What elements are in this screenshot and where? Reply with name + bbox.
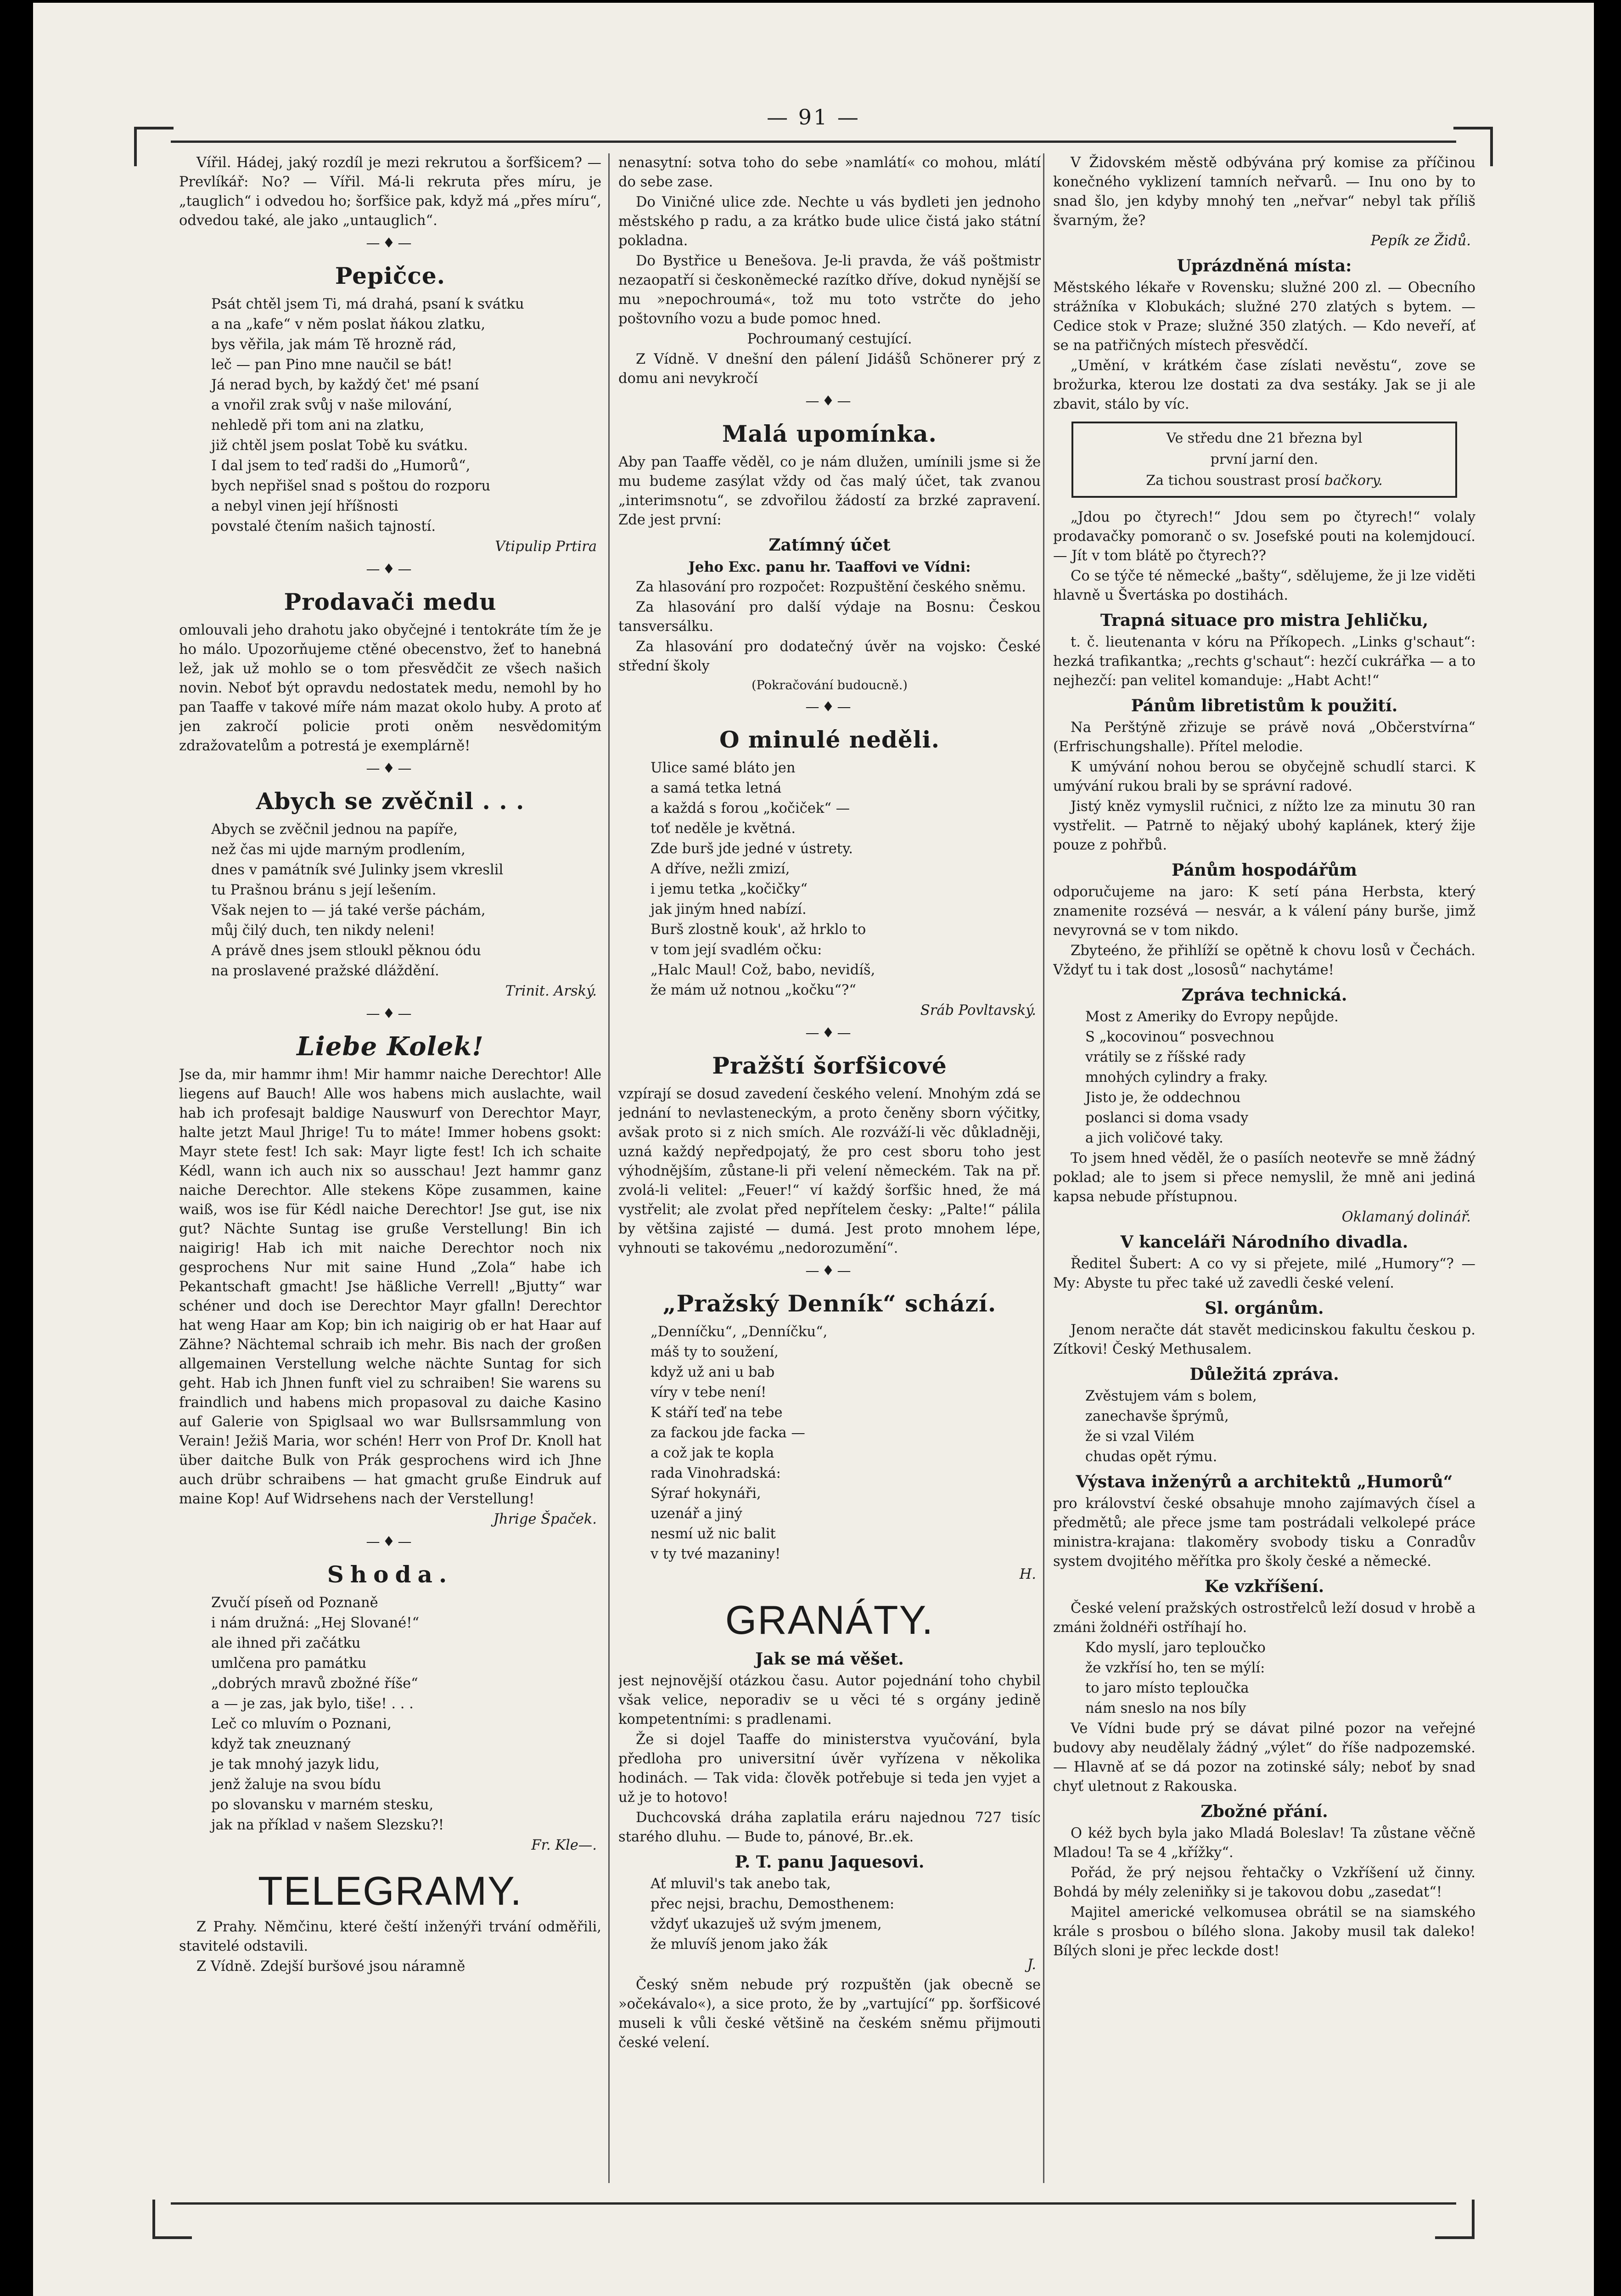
poem-line: že mluvíš jenom jako žák xyxy=(651,1936,828,1953)
article-text: O kéž bych byla jako Mladá Boleslav! Ta zůstane věčně Mladou! Ta se 4 „křížky“. xyxy=(1053,1825,1475,1861)
poem-line: chudas opět rýmu. xyxy=(1085,1449,1217,1465)
poem-line: Zvučí píseň od Poznaně xyxy=(211,1595,378,1611)
poem-line: jak jiným hned nabízí. xyxy=(651,901,807,917)
poem-line: a vnořil zrak svůj v naše milování, xyxy=(211,397,453,413)
poem xyxy=(618,759,1041,1000)
subheading: Trapná situace pro mistra Jehličku, xyxy=(1100,611,1429,630)
poem-line: víry v tebe není! xyxy=(651,1384,767,1401)
newspaper-page xyxy=(33,3,1594,2296)
poem-line: a samá tetka letná xyxy=(651,780,782,796)
ornament-divider: —♦— xyxy=(805,1025,854,1041)
poem-line: když tak zneuznaný xyxy=(211,1736,351,1752)
section-title: TELEGRAMY. xyxy=(258,1868,522,1913)
subheading: V kanceláři Národního divadla. xyxy=(1120,1232,1408,1252)
subheading: Sl. orgánům. xyxy=(1205,1299,1324,1318)
subheading: Pánům hospodářům xyxy=(1172,861,1357,880)
subheading: Pánům libretistům k použití. xyxy=(1131,696,1398,715)
article-text: Duchcovská dráha zaplatila eráru najednou 727 tisíc starého dluhu. — Bude to, pánové, Br..ek. xyxy=(618,1810,1041,1845)
poem-line: Však nejen to — já také verše páchám, xyxy=(211,902,486,918)
poem-line: a což jak te kopla xyxy=(651,1445,774,1461)
article-title: Pepičce. xyxy=(335,262,446,289)
poem-line: Já nerad bych, by každý čet' mé psaní xyxy=(211,377,479,393)
author-signature: Sráb Povltavský. xyxy=(920,1002,1036,1019)
poem-line: na proslavené pražské dláždění. xyxy=(211,963,439,979)
frame-top-rule xyxy=(171,141,1456,143)
poem-line: zanechavše šprýmů, xyxy=(1085,1408,1229,1424)
poem-line: Abych se zvěčnil jednou na papíře, xyxy=(211,822,458,838)
poem-line: a každá s forou „kočiček“ — xyxy=(651,800,850,816)
poem-line: Sýraŕ hokynáři, xyxy=(651,1486,761,1502)
poem-line: toť neděle je květná. xyxy=(651,821,796,837)
poem xyxy=(618,1322,1041,1564)
poem-line: Psát chtěl jsem Ti, má drahá, psaní k svátku xyxy=(211,296,524,312)
article-text: Z Vídně. V dnešní den pálení Jidášů Schönerer prý z domu ani nevykročí xyxy=(618,351,1041,387)
article-text: Ve Vídni bude prý se dávat pilné pozor na veřejné budovy aby neudělaly žádný „výlet“ do říše nadpozemské. — Hlavně ať se dá pozor na zotinské sály; neboť by snad chyť uletnout z Rakouska. xyxy=(1053,1721,1475,1795)
article-text: pro království české obsahuje mnoho zajímavých čísel a předmětů; ale přece jsme tam postrádali velkolepé práce ministra-krajana: tlakoměry svobody tisku a Conradův system dvojitého měřítka pro školy české a německé. xyxy=(1053,1496,1475,1570)
article-text: Zbyteéno, že přihlíží se opětně k chovu losů v Čechách. Vždyť tu i tak dost „lososů“ nachytáme! xyxy=(1053,943,1475,978)
article-text: „Jdou po čtyrech!“ Jdou sem po čtyrech!“ volaly prodavačky pomoranč o sv. Josefské pouti na kolemjdoucí. — Jít v tom blátě po čtyrech?? xyxy=(1053,509,1475,564)
article-text: Pořád, že prý nejsou řehtačky o Vzkříšení už činny. Bohdá by mély zeleniňky si je takovou dobu „zasedat“! xyxy=(1053,1865,1475,1900)
poem-line: uzenář a jiný xyxy=(651,1506,742,1522)
continuation-note: (Pokračování budoucně.) xyxy=(752,678,908,692)
poem-line: že si vzal Vilém xyxy=(1085,1429,1195,1445)
page-number: — 91 — xyxy=(767,105,860,129)
notice-signature: bačkory. xyxy=(1324,473,1383,489)
subheading: Zbožné přání. xyxy=(1200,1802,1328,1821)
poem-line: Leč co mluvím o Poznani, xyxy=(211,1716,392,1732)
ornament-divider: —♦— xyxy=(805,1263,854,1279)
author-signature: J. xyxy=(1027,1957,1036,1973)
article-text: Městského lékaře v Rovensku; služné 200 zl. — Obecního strážníka v Klobukách; služné 270 zlatých s bytem. — Cedice stok v Praze; služné 350 zlatých. — Kdo neveří, ať se na patřičných místech přesvědčí. xyxy=(1053,280,1475,354)
poem-line: umlčena pro památku xyxy=(211,1655,367,1671)
author-signature: Pepík ze Židů. xyxy=(1370,233,1471,249)
author-signature: Oklamaný dolinář. xyxy=(1341,1209,1471,1225)
poem-line: že vzkřísí ho, ten se mýlí: xyxy=(1085,1660,1265,1676)
subheading: Ke vzkříšení. xyxy=(1204,1577,1324,1596)
poem-line: po slovansku v marném stesku, xyxy=(211,1797,434,1813)
article-text: Majitel americké velkomusea obrátil se na siamského krále s prosbou o bílého slona. Jakoby musil tak daleko! Bílých sloni je přec leckde dost! xyxy=(1053,1904,1475,1959)
poem-line: K stáří teď na tebe xyxy=(651,1405,783,1421)
poem-line: v tom její svadlém očku: xyxy=(651,942,822,958)
poem-line: mnohých cylindry a fraky. xyxy=(1085,1069,1268,1086)
frame-corner-ornament xyxy=(152,2200,192,2239)
column-right xyxy=(1053,153,1475,2183)
section-title: GRANÁTY. xyxy=(725,1597,934,1643)
column-divider xyxy=(608,153,610,2183)
poem-line: povstalé čtením našich tajností. xyxy=(211,518,436,535)
author-signature: Vtipulip Prtira xyxy=(495,539,597,555)
poem-line: Most z Ameriky do Evropy nepůjde. xyxy=(1085,1009,1339,1025)
poem-line: vrátily se z říšské rady xyxy=(1085,1049,1246,1065)
ornament-divider: —♦— xyxy=(805,393,854,409)
subheading: Výstava inženýrů a architektů „Humorů“ xyxy=(1076,1472,1453,1491)
article-text: Do Viničné ulice zde. Nechte u vás bydleti jen jednoho městského p radu, a za krátko bude ulice čistá jako státní pokladna. xyxy=(618,194,1041,249)
poem-line: S „kocovinou“ posvechnou xyxy=(1085,1029,1274,1045)
poem-line: Ulice samé bláto jen xyxy=(651,760,796,776)
author-signature: Jhrige Špaček. xyxy=(493,1511,597,1527)
article-title: Prodavači medu xyxy=(284,588,497,615)
article-title: Shoda. xyxy=(327,1561,454,1588)
notice-line xyxy=(1084,470,1444,491)
article-text: omlouvali jeho drahotu jako obyčejné i tentokráte tím že je ho málo. Upozorňujeme ctěné obecenstvo, žeť to hanebná lež, jak už mohlo se o tom přesvědčit ze všech našich novin. Neboť být opravdu nedostatek medu, nemohl by ho pan Taaffe v takové míře nám mazat okolo huby. A proto ať jen zakročí policie proti oněm nesvědomitým zdražovatelům a potrestá je exemplárně! xyxy=(179,622,601,754)
article-title: Malá upomínka. xyxy=(722,420,937,447)
article-text: Z Vídně. Zdejší buršové jsou náramně xyxy=(196,1958,466,1975)
article-text: vzpírají se dosud zavedení českého velení. Mnohým zdá se jednání to nevlasteneckým, a proto čeněny sborn výčitky, avšak proto si z nich smích. Ale rozváží-li věc důkladněji, uzná každý nepředpojatý, že pro cest sboru toho jest výhodnějším, zůstane-li při velení německém. Tak na př. zvolá-li velitel: „Feuer!“ ví každý šorfšic hned, že má vystřelit; ale zvolat před nepřítelem česky: „Palte!“ pálila by většina zajisté — dumá. Jest proto mnohem lépe, vyhnouti se takovému „nedorozumění“. xyxy=(618,1086,1041,1256)
article-title: Pražští šorfšicové xyxy=(712,1052,947,1079)
ornament-divider: —♦— xyxy=(366,760,415,777)
article-text: Co se týče té německé „bašty“, sdělujeme, že ji lze viděti hlavně u Švertáska po dostihách. xyxy=(1053,568,1475,603)
article-text: Na Perštýně zřizuje se právě nová „Občerstvírna“ (Erfrischungshalle). Přítel melodie. xyxy=(1053,720,1475,755)
subheading: Jak se má věšet. xyxy=(755,1649,904,1669)
subheading: Uprázdněná místa: xyxy=(1177,256,1352,276)
article-text: odporučujeme na jaro: K setí pána Herbsta, který znamenite rozsévá — nesvár, a k válení pány burše, jimž nevyrovná se v tom nikdo. xyxy=(1053,884,1475,939)
poem xyxy=(1053,1007,1475,1148)
article-text: To jsem hned věděl, že o pasíích neotevře se mně žádný poklad; ale to jsem si přece nemyslil, že mně ani jediná kapsa nebude přístupnou. xyxy=(1053,1150,1475,1205)
article-text: K umývání nohou berou se obyčejně schudlí starci. K umývání rukou brali by se správní radové. xyxy=(1053,759,1475,794)
poem-line: nehledě při tom ani na zlatku, xyxy=(211,417,425,433)
subheading: Zpráva technická. xyxy=(1181,985,1347,1005)
poem-line: nám sneslo na nos bíly xyxy=(1085,1700,1246,1716)
subheading: Důležitá zpráva. xyxy=(1189,1365,1339,1384)
poem-line: leč — pan Pino mne naučil se bát! xyxy=(211,357,453,373)
article-text: Vířil. Hádej, jaký rozdíl je mezi rekrutou a šorfšicem? — Prevlíkář: No? — Vířil. Má-li rekruta přes míru, je „tauglich“ i odvedou ho; šorfšice pak, když má „přes míru“, odvedou také, ale jako „untauglich“. xyxy=(179,155,601,229)
poem-line: a jich voličové taky. xyxy=(1085,1130,1223,1146)
poem-line: máš ty to soužení, xyxy=(651,1344,779,1360)
notice-line: Ve středu dne 21 března byl xyxy=(1166,430,1363,446)
article-text: Jse da, mir hammr ihm! Mir hammr naiche Derechtor! Alle liegens auf Bauch! Alle wos habens mich auslachte, wail hab ich profesajt baldige Nauswurf von Derechtor Mayr, halte jetzt Maul Jhrige! Tu to máte! Immer hobens gsokt: Mayr stete fest! Ich sak: Mayr ligte fest! Ich ich schaite Kédl, wann ich auch nix so ausschau! Jezt hammr ganz naiche Derechtor. Alle stekens Köpe zusammen, kaine waiß, wos ise für Kédl naiche Derechtor! Jse gut, ise nix gut? Nächte Suntag ise gruße Verstellung! Bin ich naigirig! Hab ich mit naiche Derechtor noch nix gesprochens Nur mit saine Hund „Zola“ habe ich Pekantschaft gmacht! Jse häßliche Verrell! „Bjutty“ war schéner und doch ise Derechtor Mayr gfalln! Derechtor hat weng Haar am Kop; bin ich naigirig ob er hat Haar auf Zähne? Nächtemal schraib ich mehr. Bis nach der großen allgemainen Verstellung welche nächte Suntag for sich geht. Hab ich Jhnen funft viel zu schraiben! Sie warens su fraindlich und habens mich propasoval zu daiche Kasino auf Galerie von Spiglsaal wo war Bullsrsammlung von Verain! Ježiš Maria, wor schén! Herr von Prof Dr. Knoll hat über daitche Bulk von Prák gesprochens wird ich Jhne auch drübr schraibens — hat gmacht gruße Eindruk auf maine Kop! Auf Widrsehens nach der Verstellung! xyxy=(179,1067,601,1507)
frame-bottom-rule xyxy=(171,2202,1456,2205)
column-left xyxy=(179,153,601,2183)
poem-line: ale ihned při začátku xyxy=(211,1635,361,1651)
article-title: Liebe Kolek! xyxy=(297,1031,484,1062)
article-text: Jenom neračte dát stavět medicinskou fakultu českou p. Zítkovi! Český Methusalem. xyxy=(1053,1322,1475,1357)
poem xyxy=(1053,1638,1475,1718)
frame-corner-ornament xyxy=(1435,2200,1475,2239)
article-text: Že si dojel Taaffe do ministerstva vyučování, byla předloha pro universitní úvěr vyřízena v několika hodinách. — Tak vida: člověk potřebuje si teda jen vyjet a už je to hotovo! xyxy=(618,1732,1041,1806)
author-signature: Fr. Kle—. xyxy=(531,1837,597,1853)
article-text: Za hlasování pro další výdaje na Bosnu: Českou tansversálku. xyxy=(618,599,1041,635)
article-text: Do Bystřice u Benešova. Je-li pravda, že váš poštmistr nezaopatří si českoněmecké razítko dříve, dokud nynější se mu »nepochroumá«, tož mu toto vstrčte do jeho poštovního vozu a bude pomoc hned. xyxy=(618,253,1041,327)
article-text: V Židovském městě odbývána prý komise za příčinou konečného vyklizení tamních neřvarů. — Inu ono by to snad šlo, jen kdyby mnohý ten „neřvar“ nebyl tak příliš švarným, že? xyxy=(1053,155,1475,229)
poem-line: dnes v památník své Julinky jsem vkreslil xyxy=(211,862,504,878)
poem-line: již chtěl jsem poslat Tobě ku svátku. xyxy=(211,438,468,454)
subheading-line: Jeho Exc. panu hr. Taaffovi ve Vídni: xyxy=(688,559,971,575)
article-text: „Umění, v krátkém čase zíslati nevěstu“, zove se brožurka, kterou lze dostati za dva sestáky. Jak se ji ale zbavit, stálo by víc. xyxy=(1053,358,1475,412)
poem-line: v ty tvé mazaniny! xyxy=(651,1546,781,1562)
poem-line: I dal jsem to teď radši do „Humorů“, xyxy=(211,458,471,474)
poem-line: i nám družná: „Hej Slované!“ xyxy=(211,1615,420,1631)
poem-line: A dříve, nežli zmizí, xyxy=(651,861,790,877)
poem xyxy=(179,295,601,536)
article-title: „Pražský Denník“ schází. xyxy=(662,1290,997,1317)
article-title: O minulé neděli. xyxy=(719,726,940,753)
article-text: Aby pan Taaffe věděl, co je nám dlužen, umínili jsme si že mu budeme zasýlat vždy od čas malý účet, tak zvanou „interimsnotu“, se zdvořilou žádostí za brzké zapravení. Zde jest první: xyxy=(618,454,1041,528)
notice-line: první jarní den. xyxy=(1210,451,1318,467)
poem-line: bych nepřišel snad s poštou do rozporu xyxy=(211,478,491,494)
article-text: Z Prahy. Němčinu, které čeští inženýři trvání odměřili, stavitelé odstavili. xyxy=(179,1919,601,1954)
article-text: Ředitel Šubert: A co vy si přejete, milé „Humory“? — My: Abyste tu přec také už zavedli české velení. xyxy=(1053,1256,1475,1291)
ornament-divider: —♦— xyxy=(366,561,415,577)
subheading: P. T. panu Jaquesovi. xyxy=(735,1852,925,1872)
column-middle xyxy=(618,153,1041,2183)
poem-line: „Denníčku“, „Denníčku“, xyxy=(651,1324,828,1340)
article-text: jest nejnovější otázkou času. Autor pojednání toho chybil však velice, neporadiv se u věci té s orgány jedině kompetentními: s pradlenami. xyxy=(618,1673,1041,1728)
poem-line: je tak mnohý jazyk lidu, xyxy=(211,1756,380,1773)
poem-line: bys věřila, jak mám Tě hrozně rád, xyxy=(211,337,457,353)
column-divider xyxy=(1043,153,1044,2183)
poem-line: a nebyl vinen její hříšnosti xyxy=(211,498,398,514)
poem xyxy=(1053,1387,1475,1467)
ornament-divider: —♦— xyxy=(366,1534,415,1550)
poem-line: Burš zlostně kouk', až hrklo to xyxy=(651,922,866,938)
poem-line: jak na příklad v našem Slezsku?! xyxy=(211,1817,444,1833)
poem-line: „dobrých mravů zbožné říše“ xyxy=(211,1676,418,1692)
author-signature: H. xyxy=(1019,1566,1036,1582)
boxed-notice xyxy=(1071,422,1457,498)
poem-line: přec nejsi, brachu, Demosthenem: xyxy=(651,1896,895,1912)
poem-line: A právě dnes jsem stloukl pěknou ódu xyxy=(211,943,481,959)
subheading: Zatímný účet xyxy=(768,535,891,555)
poem-line: Kdo myslí, jaro teploučko xyxy=(1085,1640,1266,1656)
poem-line: i jemu tetka „kočičky“ xyxy=(651,881,808,897)
poem xyxy=(179,820,601,981)
article-text: Jistý kněz vymyslil ručnici, z nížto lze za minutu 30 ran vystřelit. — Patrně to nějaký ubohý kaplánek, který žije pouze z pohřbů. xyxy=(1053,799,1475,853)
poem-line: tu Prašnou bránu s její lešením. xyxy=(211,882,437,898)
poem-line: nesmí už nic balit xyxy=(651,1526,776,1542)
article-text: Za hlasování pro dodatečný úvěr na vojsko: České střední školy xyxy=(618,639,1041,674)
article-text: Český sněm nebude prý rozpuštěn (jak obecně se »očekávalo«), a sice proto, že by „vartující“ pp. šorfšicové museli k vůli české většině na českém sněmu přijmouti české velení. xyxy=(618,1977,1041,2051)
ornament-divider: —♦— xyxy=(805,699,854,715)
poem-line: to jaro místo teploučka xyxy=(1085,1680,1249,1696)
poem-line: poslanci si doma vsady xyxy=(1085,1110,1249,1126)
poem-line: a na „kafe“ v něm poslat ňákou zlatku, xyxy=(211,316,486,332)
poem-line: „Halc Maul! Což, babo, nevidíš, xyxy=(651,962,875,978)
article-text: nenasytní: sotva toho do sebe »namlátí« co mohou, mlátí do sebe zase. xyxy=(618,155,1041,190)
poem-line: než čas mi ujde marným prodlením, xyxy=(211,842,466,858)
poem-line: Zvěstujem vám s bolem, xyxy=(1085,1388,1257,1404)
article-title: Abych se zvěčnil . . . xyxy=(256,788,525,815)
poem-line: za fackou jde facka — xyxy=(651,1425,805,1441)
poem-line: když už ani u bab xyxy=(651,1364,775,1380)
frame-corner-ornament xyxy=(134,127,174,166)
poem-line: a — je zas, jak bylo, tiše! . . . xyxy=(211,1696,414,1712)
poem-line: jenž žaluje na svou bídu xyxy=(211,1777,381,1793)
poem xyxy=(618,1874,1041,1954)
poem-line: vždyť ukazuješ už svým jmenem, xyxy=(651,1916,882,1932)
poem-line: můj čilý duch, ten nikdy neleni! xyxy=(211,923,435,939)
ornament-divider: —♦— xyxy=(366,235,415,251)
poem-line: Jisto je, že oddechnou xyxy=(1085,1090,1241,1106)
notice-text: Za tichou soustrast prosí xyxy=(1146,473,1320,489)
ornament-divider: —♦— xyxy=(366,1006,415,1022)
author-signature: Trinit. Arský. xyxy=(505,983,597,999)
article-text: Za hlasování pro rozpočet: Rozpuštění českého sněmu. xyxy=(636,579,1026,595)
poem-line: Zde burš jde jedné v ústrety. xyxy=(651,841,853,857)
author-signature: Pochroumaný cestující. xyxy=(747,331,912,347)
article-text: České velení pražských ostrostřelců leží dosud v hrobě a zmáni žoldnéři ostříhají ho. xyxy=(1053,1600,1475,1636)
poem-line: rada Vinohradská: xyxy=(651,1465,781,1481)
poem-line: že mám už notnou „kočku“?“ xyxy=(651,982,856,998)
article-text: t. č. lieutenanta v kóru na Příkopech. „Links g'schaut“: hezká trafikantka; „rechts g'schaut“: hezčí cukrářka — a to nejhezčí: pan velitel komanduje: „Habt Acht!“ xyxy=(1053,634,1475,689)
poem-line: Ať mluvil's tak anebo tak, xyxy=(651,1876,831,1892)
poem xyxy=(179,1593,601,1835)
